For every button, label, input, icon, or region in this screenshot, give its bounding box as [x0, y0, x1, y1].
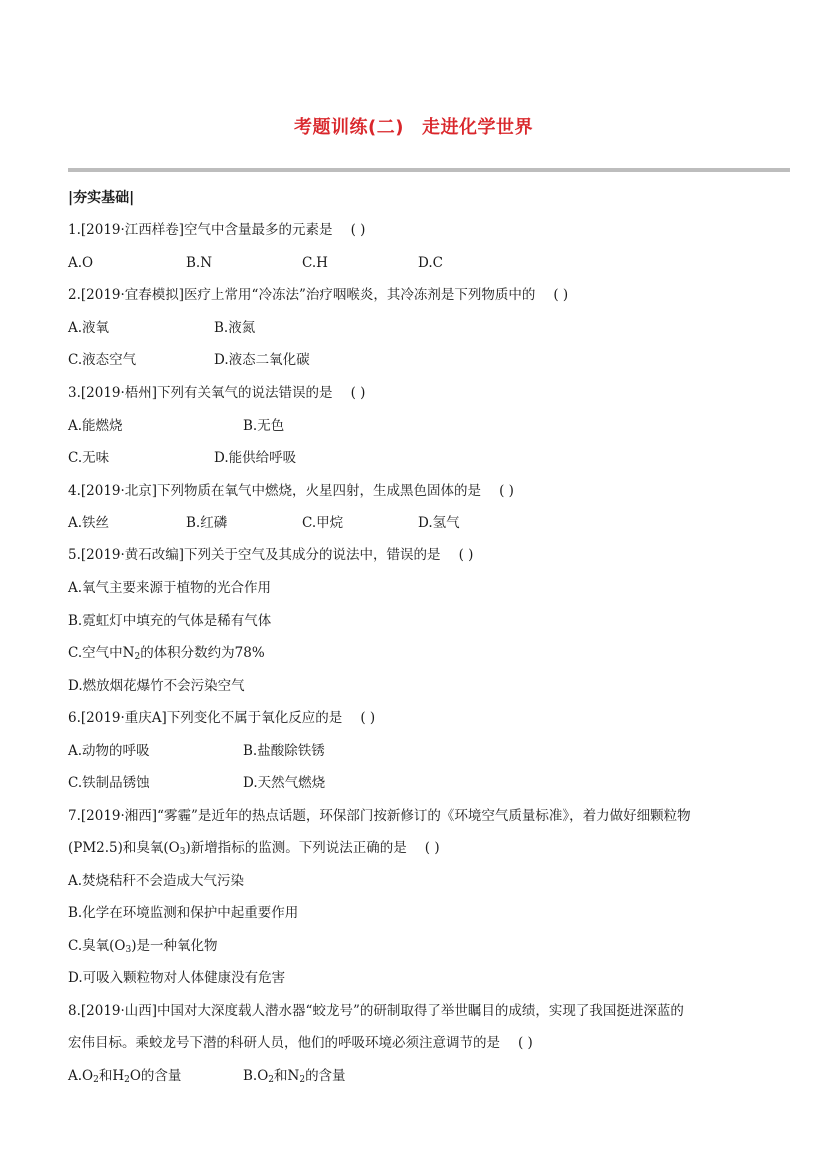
question-2-stem: 2.[2019·宜春模拟]医疗上常用“冷冻法”治疗咽喉炎，其冷冻剂是下列物质中的 ( ) — [68, 287, 569, 303]
question-8-stem: 8.[2019·山西]中国对大深度载人潜水器“蛟龙号”的研制取得了举世瞩目的成绩，实现了我国挺进深蓝的 — [68, 1003, 684, 1019]
q5-option-c[interactable]: C.空气中$N_2$的体积分数约为78% — [68, 645, 265, 662]
q6-option-b[interactable]: B.盐酸除铁锈 — [243, 743, 325, 759]
q4-option-c[interactable]: C.甲烷 — [302, 515, 344, 531]
q4-option-b[interactable]: B.红磷 — [186, 515, 228, 531]
question-7-stem: 7.[2019·湘西]“雾霾”是近年的热点话题，环保部门按新修订的《环境空气质量标准》，着力做好细颗粒物 — [68, 808, 691, 824]
q3-option-b[interactable]: B.无色 — [243, 418, 285, 434]
q7-option-d[interactable]: D.可吸入颗粒物对人体健康没有危害 — [68, 970, 286, 986]
q6-option-c[interactable]: C.铁制品锈蚀 — [68, 775, 150, 791]
q2-option-c[interactable]: C.液态空气 — [68, 352, 137, 368]
q7-option-b[interactable]: B.化学在环境监测和保护中起重要作用 — [68, 905, 299, 921]
title-main: 考题训练(二) — [294, 117, 404, 138]
question-6-stem: 6.[2019·重庆A]下列变化不属于氧化反应的是 ( ) — [68, 710, 376, 726]
q3-option-d[interactable]: D.能供给呼吸 — [214, 450, 297, 466]
q4-option-d[interactable]: D.氢气 — [418, 515, 460, 531]
q5-option-b[interactable]: B.霓虹灯中填充的气体是稀有气体 — [68, 613, 272, 629]
question-7-stem-line2: (PM2.5)和臭氧$(O_3)$新增指标的监测。下列说法正确的是 ( ) — [68, 840, 440, 857]
q1-option-a[interactable]: A.O — [68, 255, 94, 271]
title-divider — [68, 168, 790, 172]
q5-option-a[interactable]: A.氧气主要来源于植物的光合作用 — [68, 580, 272, 596]
q4-option-a[interactable]: A.铁丝 — [68, 515, 110, 531]
q8-option-a[interactable]: $A.O_2$和$H_2O$的含量 — [68, 1068, 182, 1085]
q3-option-c[interactable]: C.无味 — [68, 450, 110, 466]
question-5-stem: 5.[2019·黄石改编]下列关于空气及其成分的说法中，错误的是 ( ) — [68, 547, 474, 563]
question-1-stem: 1.[2019·江西样卷]空气中含量最多的元素是 ( ) — [68, 222, 366, 238]
q1-option-b[interactable]: B.N — [186, 255, 213, 271]
q2-option-b[interactable]: B.液氮 — [214, 320, 256, 336]
page-title — [0, 113, 827, 139]
question-4-stem: 4.[2019·北京]下列物质在氧气中燃烧，火星四射，生成黑色固体的是 ( ) — [68, 483, 514, 499]
q7-option-c[interactable]: C.臭氧$(O_3)$是一种氧化物 — [68, 938, 218, 955]
question-3-stem: 3.[2019·梧州]下列有关氧气的说法错误的是 ( ) — [68, 385, 366, 401]
q1-option-d[interactable]: D.C — [418, 255, 443, 271]
q8-option-b[interactable]: $B.O_2$和$N_2$的含量 — [243, 1068, 346, 1085]
q5-option-d[interactable]: D.燃放烟花爆竹不会污染空气 — [68, 678, 245, 694]
q2-option-d[interactable]: D.液态二氧化碳 — [214, 352, 310, 368]
q3-option-a[interactable]: A.能燃烧 — [68, 418, 123, 434]
question-8-stem-line2: 宏伟目标。乘蛟龙号下潜的科研人员，他们的呼吸环境必须注意调节的是 ( ) — [68, 1035, 533, 1051]
q7-option-a[interactable]: A.焚烧秸秆不会造成大气污染 — [68, 873, 245, 889]
q6-option-d[interactable]: D.天然气燃烧 — [243, 775, 326, 791]
section-heading: |夯实基础| — [68, 190, 135, 206]
q1-option-c[interactable]: C.H — [302, 255, 328, 271]
title-sub: 走进化学世界 — [421, 117, 533, 138]
q2-option-a[interactable]: A.液氧 — [68, 320, 110, 336]
q6-option-a[interactable]: A.动物的呼吸 — [68, 743, 150, 759]
